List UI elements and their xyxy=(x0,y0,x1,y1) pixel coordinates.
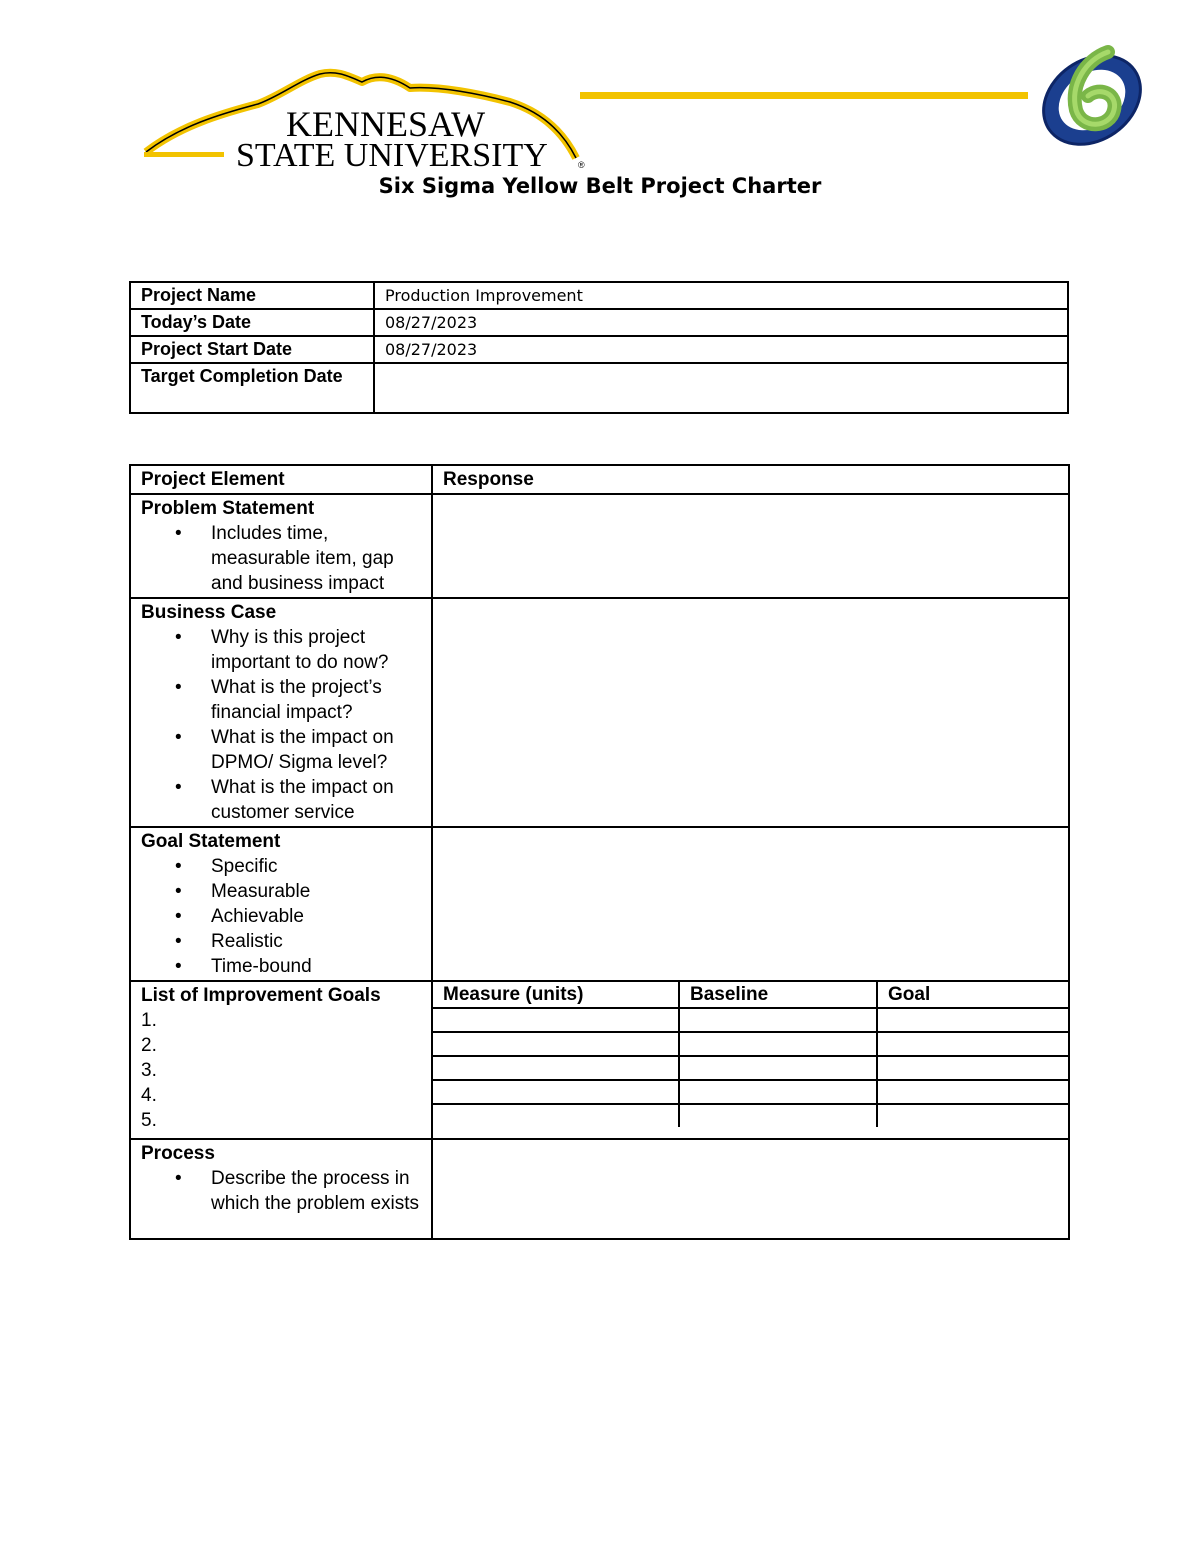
measure-cell[interactable] xyxy=(433,1080,679,1104)
column-header-element: Project Element xyxy=(130,465,432,494)
goal-cell[interactable] xyxy=(877,1056,1068,1080)
goal-number: 5. xyxy=(141,1110,157,1131)
project-element-table xyxy=(129,464,1070,1240)
grid-row xyxy=(433,1032,1068,1056)
goal-statement-bullets xyxy=(141,854,421,979)
grid-row xyxy=(433,1104,1068,1127)
bullet-item: • Realistic xyxy=(211,929,421,954)
grid-row xyxy=(433,1056,1068,1080)
process-bullets xyxy=(141,1166,421,1216)
info-row xyxy=(130,282,1068,309)
project-name-field[interactable]: Production Improvement xyxy=(374,282,1068,309)
bullet-item: • Includes time, measurable item, gap and business impact xyxy=(211,521,421,596)
goal-statement-title: Goal Statement xyxy=(141,831,281,852)
goal-number: 2. xyxy=(141,1035,157,1056)
baseline-cell[interactable] xyxy=(679,1080,877,1104)
measure-cell[interactable] xyxy=(433,1008,679,1032)
kennesaw-state-logo xyxy=(140,66,590,178)
problem-statement-title: Problem Statement xyxy=(141,498,315,519)
measure-cell[interactable] xyxy=(433,1032,679,1056)
start-date-field[interactable]: 08/27/2023 xyxy=(374,336,1068,363)
baseline-cell[interactable] xyxy=(679,1104,877,1127)
business-case-title: Business Case xyxy=(141,602,277,623)
goal-statement-response[interactable] xyxy=(432,827,1069,981)
bullet-item: • Specific xyxy=(211,854,421,879)
logo-line2: STATE UNIVERSITY xyxy=(236,137,548,174)
grid-header-row xyxy=(433,982,1068,1008)
info-row xyxy=(130,309,1068,336)
measure-cell[interactable] xyxy=(433,1104,679,1127)
start-date-label: Project Start Date xyxy=(130,336,374,363)
info-row xyxy=(130,336,1068,363)
goal-cell[interactable] xyxy=(877,1008,1068,1032)
baseline-cell[interactable] xyxy=(679,1008,877,1032)
improvement-goals-title: List of Improvement Goals xyxy=(141,985,381,1006)
business-case-row xyxy=(130,598,1069,827)
bullet-item: • Measurable xyxy=(211,879,421,904)
bullet-item: • Achievable xyxy=(211,904,421,929)
column-header-response: Response xyxy=(432,465,1069,494)
improvement-goals-grid xyxy=(433,982,1068,1127)
bullet-item: • Describe the process in which the problem exists xyxy=(211,1166,421,1216)
goal-cell[interactable] xyxy=(877,1032,1068,1056)
baseline-cell[interactable] xyxy=(679,1056,877,1080)
baseline-cell[interactable] xyxy=(679,1032,877,1056)
target-completion-field[interactable] xyxy=(374,363,1068,413)
todays-date-label: Today’s Date xyxy=(130,309,374,336)
document-title: Six Sigma Yellow Belt Project Charter xyxy=(378,174,822,198)
target-completion-label: Target Completion Date xyxy=(130,363,374,413)
project-info-table xyxy=(129,281,1069,414)
bullet-item: • What is the impact on customer service xyxy=(211,775,421,825)
process-title: Process xyxy=(141,1143,215,1164)
six-sigma-logo xyxy=(1030,30,1155,155)
baseline-column-header: Baseline xyxy=(679,982,877,1008)
business-case-response[interactable] xyxy=(432,598,1069,827)
project-name-label: Project Name xyxy=(130,282,374,309)
info-row xyxy=(130,363,1068,413)
bullet-item: • What is the project’s financial impact? xyxy=(211,675,421,725)
element-header-row xyxy=(130,465,1069,494)
goal-number: 1. xyxy=(141,1010,157,1031)
goal-number: 4. xyxy=(141,1085,157,1106)
goal-number: 3. xyxy=(141,1060,157,1081)
problem-statement-bullets xyxy=(141,521,421,596)
goal-column-header: Goal xyxy=(877,982,1068,1008)
bullet-item: • Time-bound xyxy=(211,954,421,979)
bullet-item: • Why is this project important to do now? xyxy=(211,625,421,675)
problem-statement-response[interactable] xyxy=(432,494,1069,598)
bullet-item: • What is the impact on DPMO/ Sigma level? xyxy=(211,725,421,775)
problem-statement-row xyxy=(130,494,1069,598)
process-row xyxy=(130,1139,1069,1239)
process-response[interactable] xyxy=(432,1139,1069,1239)
goal-cell[interactable] xyxy=(877,1104,1068,1127)
measure-cell[interactable] xyxy=(433,1056,679,1080)
improvement-goals-grid-cell xyxy=(432,981,1069,1139)
header-gold-line xyxy=(580,92,1028,99)
improvement-goals-row xyxy=(130,981,1069,1139)
goal-statement-row xyxy=(130,827,1069,981)
grid-row xyxy=(433,1080,1068,1104)
todays-date-field[interactable]: 08/27/2023 xyxy=(374,309,1068,336)
svg-text:®: ® xyxy=(578,160,585,170)
grid-row xyxy=(433,1008,1068,1032)
measure-column-header: Measure (units) xyxy=(433,982,679,1008)
goal-cell[interactable] xyxy=(877,1080,1068,1104)
logo-line1: KENNESAW xyxy=(286,104,486,144)
business-case-bullets xyxy=(141,625,421,825)
